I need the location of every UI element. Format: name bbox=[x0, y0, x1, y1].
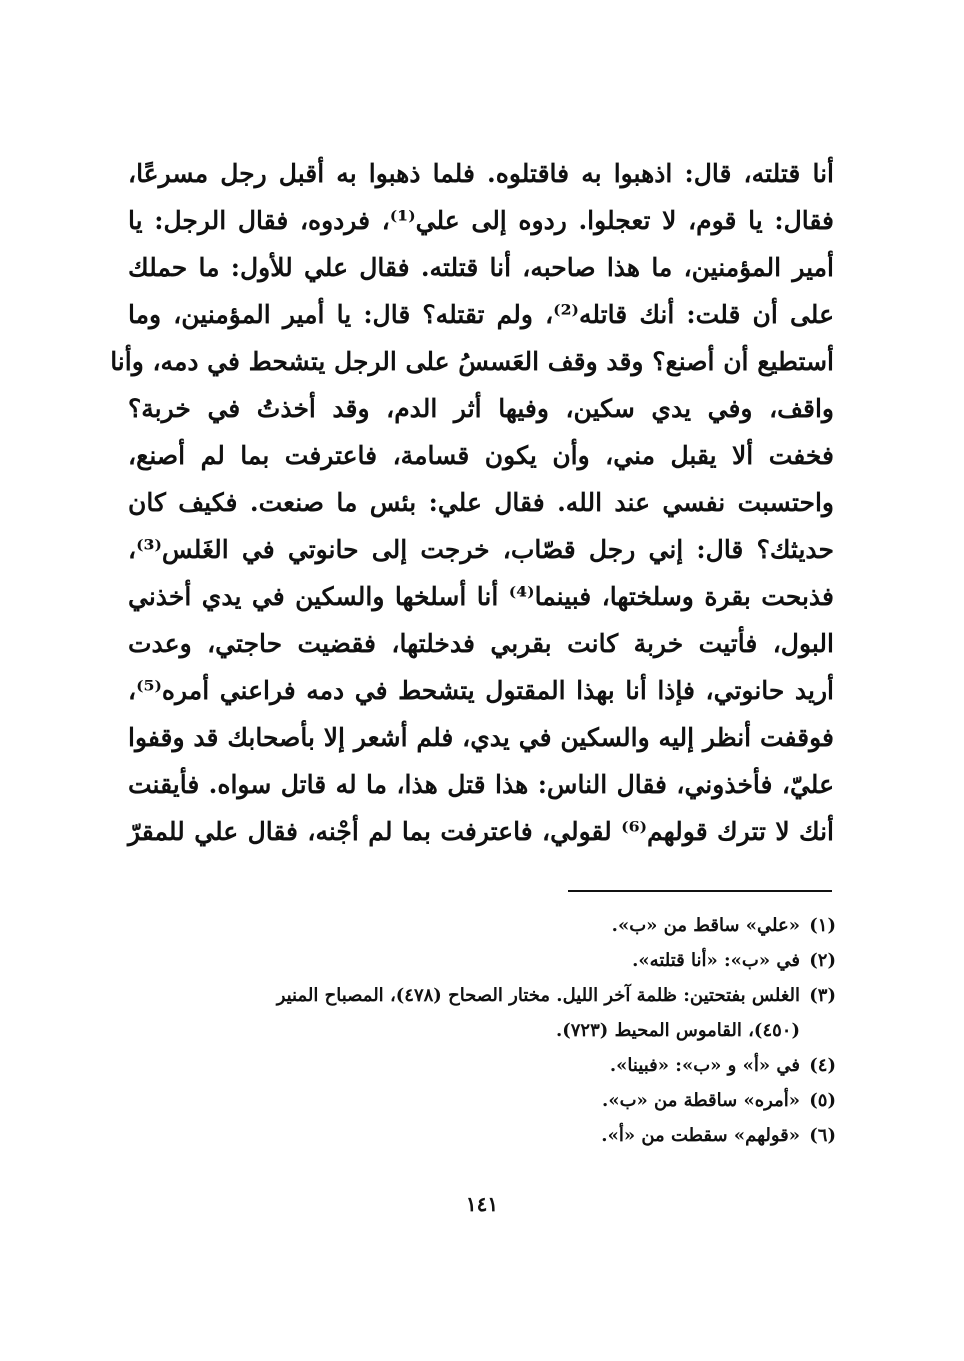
footnote-text-continued: (٤٥٠)، القاموس المحيط (٧٢٣). bbox=[555, 1020, 800, 1041]
text-line: فخفت ألا يقبل مني، وأن يكون قسامة، فاعترفت بما لم أصنع، bbox=[128, 441, 834, 470]
text-line: فوقفت أنظر إليه والسكين في يدي، فلم أشعر إلا بأصحابك قد وقفوا bbox=[128, 723, 834, 752]
main-text bbox=[110, 150, 835, 855]
text-line: حديثك؟ قال: إني رجل قصّاب، خرجت إلى حانوتي في الغَلس⁽³⁾، bbox=[128, 535, 834, 564]
footnote-number: (٣) bbox=[809, 985, 836, 1006]
text-line: واحتسبت نفسي عند الله. فقال علي: بئس ما صنعت. فكيف كان bbox=[128, 488, 834, 517]
footnote-text: في «أ» و «ب»: «فبينا». bbox=[609, 1055, 800, 1076]
footnote-number: (١) bbox=[809, 915, 836, 936]
text-line: على أن قلت: أنك قاتله⁽²⁾، ولم تقتله؟ قال: يا أمير المؤمنين، وما bbox=[128, 300, 834, 329]
text-line: أنك لا تترك قولهم⁽⁶⁾ لقولي، فاعترفت بما لم أجْنه، فقال علي للمقرّ bbox=[128, 817, 834, 846]
text-line: أمير المؤمنين، ما هذا صاحبه، أنا قتلته. فقال علي للأول: ما حملك bbox=[128, 253, 834, 282]
footnote-text: «علي» ساقط من «ب». bbox=[611, 915, 800, 936]
footnotes bbox=[128, 908, 836, 1153]
footnote-item bbox=[128, 1048, 836, 1083]
page-number: ١٤١ bbox=[465, 1192, 499, 1216]
footnote-item bbox=[128, 1118, 836, 1153]
footnote-text-block bbox=[128, 978, 800, 1048]
footnote-text: في «ب»: «أنا قتلته». bbox=[632, 950, 800, 971]
text-line: البول، فأتيت خربة كانت بقربي فدخلتها، فقضيت حاجتي، وعدت bbox=[128, 629, 834, 658]
footnote-text: «قولهم» سقطت من «أ». bbox=[601, 1125, 800, 1146]
text-line: واقف، وفي يدي سكين، وفيها أثر الدم، وقد أخذتُ في خربة؟ bbox=[128, 394, 834, 423]
text-line: عليّ، فأخذوني، فقال الناس: هذا قتل هذا، ما له قاتل سواه. فأيقنت bbox=[128, 770, 834, 799]
footnote-separator bbox=[568, 890, 832, 892]
footnote-text: «أمره» ساقطة من «ب». bbox=[602, 1090, 800, 1111]
footnote-text: الغلس بفتحتين: ظلمة آخر الليل. مختار الصحاح (٤٧٨)، المصباح المنير bbox=[276, 985, 800, 1006]
text-line: أريد حانوتي، فإذا أنا بهذا المقتول يتشحط في دمه فراعني أمره⁽⁵⁾، bbox=[128, 676, 834, 705]
footnote-item bbox=[128, 943, 836, 978]
footnote-number: (٢) bbox=[809, 950, 836, 971]
text-line: أستطيع أن أصنع؟ وقد وقف العَسسُ على الرجل يتشحط في دمه، وأنا bbox=[110, 347, 834, 376]
footnote-item bbox=[128, 978, 836, 1048]
footnote-number: (٥) bbox=[809, 1090, 836, 1111]
text-line: فذبحت بقرة وسلختها، فبينما⁽⁴⁾ أنا أسلخها والسكين في يدي أخذني bbox=[128, 582, 834, 611]
footnote-number: (٤) bbox=[809, 1055, 836, 1076]
footnote-item bbox=[128, 1083, 836, 1118]
text-line: فقال: يا قوم، لا تعجلوا. ردوه إلى علي⁽¹⁾، فردوه، فقال الرجل: يا bbox=[128, 206, 835, 235]
text-line: أنا قتلته، قال: اذهبوا به فاقتلوه. فلما ذهبوا به أقبل رجل مسرعًا، bbox=[128, 159, 834, 188]
footnote-number: (٦) bbox=[809, 1125, 836, 1146]
footnote-item bbox=[128, 908, 836, 943]
